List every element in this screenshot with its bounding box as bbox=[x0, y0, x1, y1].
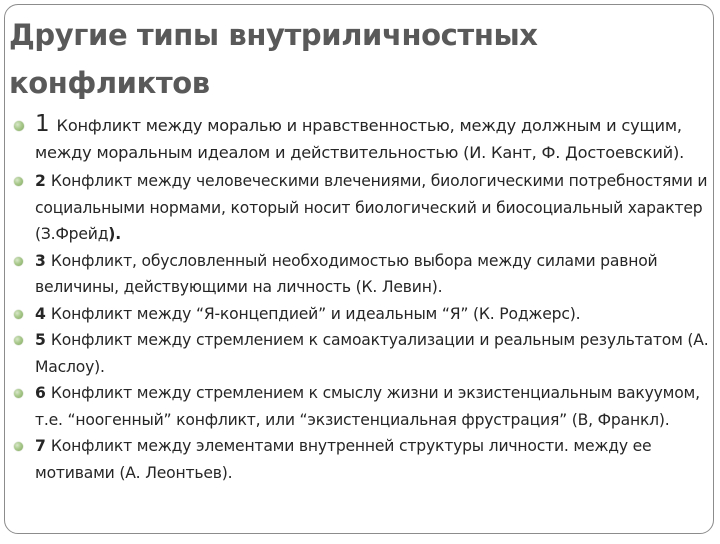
bullet-list bbox=[13, 111, 713, 486]
item-text: Конфликт между “Я-концепдией” и идеальным “Я” (К. Роджерс). bbox=[50, 304, 581, 323]
item-text: Конфликт между стремлением к смыслу жизни и экзистенциальным вакуумом, т.е. “ноогенный” конфликт, или “экзистенциальная фрустрация” (В, Франкл). bbox=[35, 384, 700, 429]
item-number: 5 bbox=[35, 331, 51, 349]
slide bbox=[4, 4, 714, 534]
item-number: 7 bbox=[35, 437, 51, 455]
item-number: 4 bbox=[35, 304, 51, 323]
bullet-icon bbox=[14, 442, 23, 451]
list-item bbox=[13, 111, 713, 166]
item-number: 2 bbox=[35, 172, 51, 190]
item-text: Конфликт между элементами внутренней структуры личности. между ее мотивами (А. Леонтьев). bbox=[35, 437, 652, 482]
bullet-icon bbox=[14, 310, 23, 319]
item-text-tail: ). bbox=[108, 225, 121, 243]
slide-title: Другие типы внутриличностных конфликтов bbox=[9, 18, 538, 100]
item-text: Конфликт между стремлением к самоактуализации и реальным результатом (А. Маслоу). bbox=[35, 331, 709, 376]
list-item bbox=[13, 301, 713, 328]
bullet-icon bbox=[14, 257, 23, 266]
item-number: 1 bbox=[35, 111, 57, 137]
bullet-icon bbox=[14, 121, 24, 131]
item-text: Конфликт, обусловленный необходимостью выбора между силами равной величины, действующими на личность (К. Левин). bbox=[35, 251, 658, 296]
bullet-icon bbox=[14, 389, 23, 398]
list-item bbox=[13, 433, 713, 486]
item-number: 6 bbox=[35, 384, 51, 402]
list-item bbox=[13, 327, 713, 380]
item-text: Конфликт между моралью и нравственностью, между должным и сущим, между моральным идеалом и действительностью (И. Кант, Ф. Достоевский). bbox=[35, 116, 685, 162]
bullet-icon bbox=[14, 336, 23, 345]
list-item bbox=[13, 380, 713, 433]
bullet-icon bbox=[14, 177, 23, 186]
list-item bbox=[13, 248, 713, 301]
item-number: 3 bbox=[35, 251, 51, 270]
item-text: Конфликт между человеческими влечениями, биологическими потребностями и социальными нормами, который носит биологический и биосоциальный характер (З.Фрейд bbox=[35, 172, 708, 243]
list-item bbox=[13, 168, 713, 248]
